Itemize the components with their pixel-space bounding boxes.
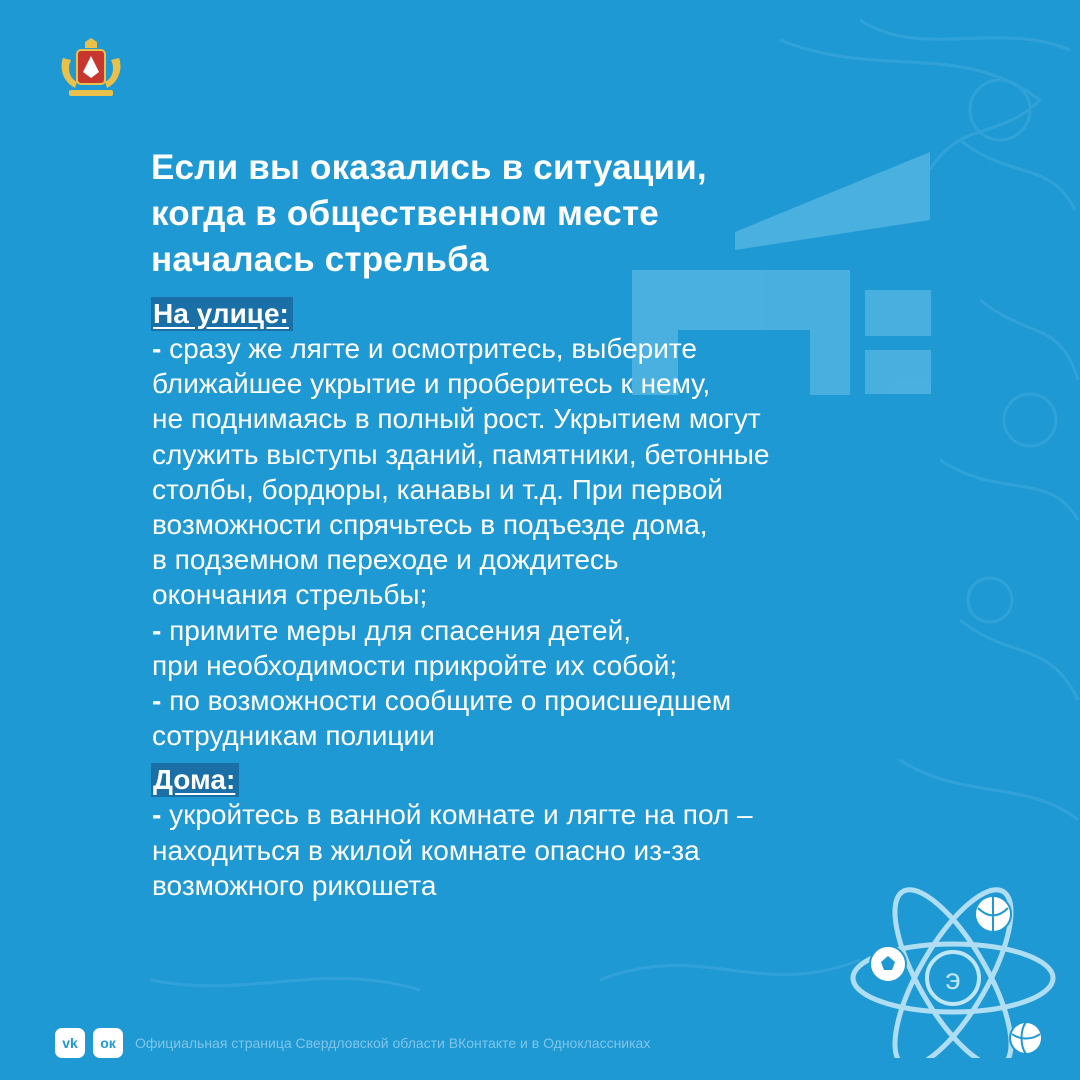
text-line: не поднимаясь в полный рост. Укрытием могут — [152, 403, 761, 435]
svg-text:э: э — [945, 963, 961, 996]
text-line: окончания стрельбы; — [152, 579, 428, 611]
bullet-dash: - — [152, 685, 162, 717]
title-line: началась стрельба — [151, 240, 489, 279]
text-line: ближайшее укрытие и проберитесь к нему, — [152, 368, 711, 400]
footer — [55, 1028, 650, 1058]
vk-icon[interactable] — [55, 1028, 85, 1058]
street-section-heading — [151, 297, 971, 331]
bullet-dash: - — [152, 799, 162, 831]
ok-label: ок — [100, 1035, 116, 1051]
text-line: служить выступы зданий, памятники, бетонные — [152, 438, 770, 470]
street-heading-label: На улице: — [151, 297, 293, 331]
text-line — [152, 797, 971, 832]
title-line: когда в общественном месте — [151, 194, 659, 233]
bullet-dash: - — [152, 333, 162, 364]
title-line: Если вы оказались в ситуации, — [151, 148, 707, 187]
home-section-heading — [151, 763, 971, 797]
text-line: находиться в жилой комнате опасно из-за — [152, 834, 700, 866]
text-line: в подземном переходе и дождитесь — [152, 544, 619, 576]
page-title — [151, 145, 971, 283]
text-line — [152, 683, 971, 718]
text-line — [152, 613, 971, 648]
text-line — [152, 331, 971, 366]
atom-sports-logo-icon — [848, 878, 1063, 1058]
vk-label: vk — [62, 1035, 78, 1051]
text-span: по возможности сообщите о происшедшем — [169, 685, 732, 717]
text-line: возможности спрячьтесь в подъезде дома, — [152, 509, 708, 541]
text-line: столбы, бордюры, канавы и т.д. При первой — [152, 473, 723, 505]
text-span: сразу же лягте и осмотритесь, выберите — [169, 333, 697, 364]
footer-caption: Официальная страница Свердловской области ВКонтакте и в Одноклассниках — [135, 1035, 651, 1051]
text-line: сотрудникам полиции — [152, 720, 435, 752]
street-bullet-2 — [152, 613, 971, 683]
street-bullet-1 — [152, 331, 971, 613]
bullet-dash: - — [152, 614, 162, 646]
home-heading-label: Дома: — [151, 763, 239, 797]
main-content — [151, 145, 971, 903]
text-span: примите меры для спасения детей, — [169, 614, 631, 646]
text-line: возможного рикошета — [152, 869, 437, 901]
ok-icon[interactable] — [93, 1028, 123, 1058]
text-line: при необходимости прикройте их собой; — [152, 649, 678, 681]
text-span: укройтесь в ванной комнате и лягте на пол – — [169, 799, 753, 831]
coat-of-arms-icon — [55, 38, 127, 98]
street-bullet-3 — [152, 683, 971, 753]
street-instructions — [151, 331, 971, 753]
